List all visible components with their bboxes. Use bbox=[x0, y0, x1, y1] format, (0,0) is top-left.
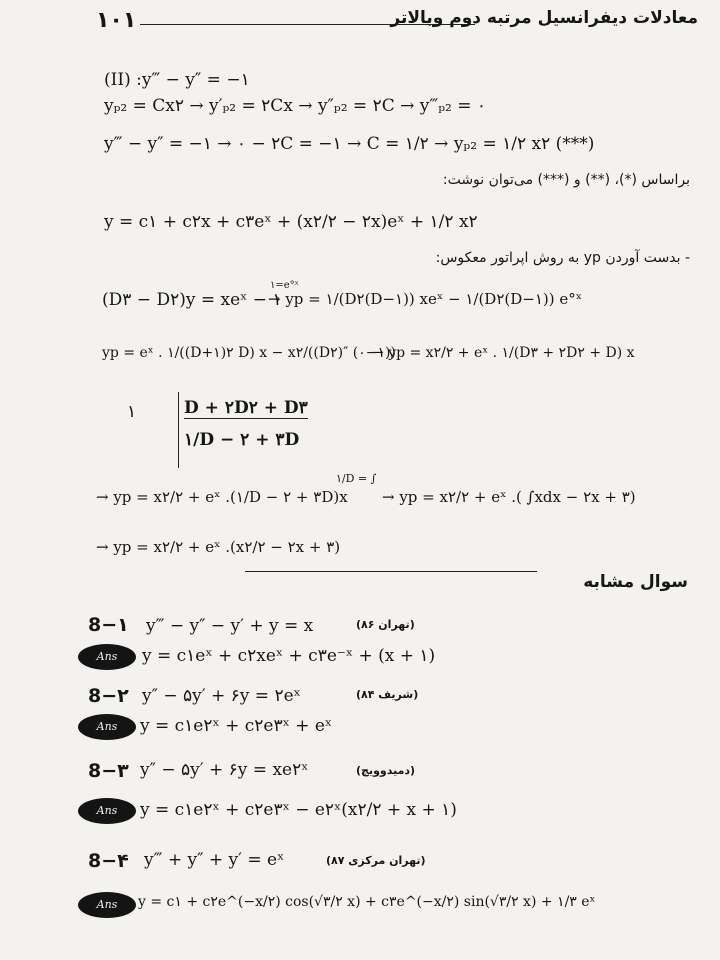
question-number: 8−۲ bbox=[88, 685, 129, 707]
eq-yp-step-4: → yp = x۲/۲ + eˣ .( ∫xdx − ۲x + ۳) bbox=[382, 488, 636, 506]
answer-badge: Ans bbox=[78, 714, 136, 740]
question-source: (شریف ۸۴) bbox=[356, 688, 419, 701]
eq-yp-step-2: → yp = x۲/۲ + eˣ . ۱/(D۳ + ۲D۲ + D) x bbox=[372, 345, 635, 361]
result-underline bbox=[245, 571, 537, 572]
eq-line-1: (II) :y‴ − y″ = −۱ bbox=[104, 70, 250, 90]
persian-note-2: - بدست آوردن yp به روش اپراتور معکوس: bbox=[435, 250, 690, 266]
persian-note-1: براساس (*)، (**) و (***) می‌توان نوشت: bbox=[442, 172, 690, 188]
section-title: سوال مشابه bbox=[583, 572, 688, 592]
eq-yp-final: → yp = x۲/۲ + eˣ .(x۲/۲ − ۲x + ۳) bbox=[96, 538, 341, 556]
answer-equation: y = c۱eˣ + c۲xeˣ + c۳e⁻ˣ + (x + ۱) bbox=[142, 646, 436, 666]
eq-operator-left: (D۳ − D۲)y = xeˣ − ۱ bbox=[102, 290, 282, 310]
division-bracket bbox=[178, 392, 179, 468]
answer-equation: y = c۱e۲ˣ + c۲e۳ˣ − e۲ˣ(x۲/۲ + x + ۱) bbox=[140, 800, 457, 820]
answer-badge: Ans bbox=[78, 644, 136, 670]
eq-line-2: yₚ₂ = Cx۲ → y′ₚ₂ = ۲Cx → y″ₚ₂ = ۲C → y‴ₚ₂ = ۰ bbox=[104, 96, 487, 116]
eq-yp-step-1: yp = eˣ . ۱/((D+۱)۲ D) x − x۲/((D۲)″ (۰−۱)) bbox=[102, 345, 396, 361]
arrow-label-1: ۱=e°ˣ bbox=[270, 280, 299, 291]
eq-general-solution: y = c۱ + c۲x + c۳eˣ + (x۲/۲ − ۲x)eˣ + ۱/۲ x۲ bbox=[104, 212, 478, 232]
eq-operator-right: → yp = ۱/(D۲(D−۱)) xeˣ − ۱/(D۲(D−۱)) e°ˣ bbox=[268, 290, 583, 308]
answer-badge: Ans bbox=[78, 892, 136, 918]
answer-equation: y = c۱ + c۲e^(−x/۲) cos(√۳/۲ x) + c۳e^(−x/۲) sin(√۳/۲ x) + ۱/۳ eˣ bbox=[138, 894, 596, 910]
question-equation: y‴ − y″ − y′ + y = x bbox=[146, 616, 314, 636]
chapter-title: معادلات دیفرانسیل مرتبه دوم وبالاتر bbox=[390, 8, 698, 28]
question-equation: y″ − ۵y′ + ۶y = xe۲ˣ bbox=[140, 760, 309, 780]
question-equation: y‴ + y″ + y′ = eˣ bbox=[144, 850, 285, 870]
division-divisor: D + ۲D۲ + D۳ bbox=[184, 398, 308, 418]
eq-yp-step-3: → yp = x۲/۲ + eˣ .(۱/D − ۲ + ۳D)x bbox=[96, 488, 348, 506]
question-source: (تهران ۸۶) bbox=[356, 618, 415, 631]
arrow-label-2: ۱/D = ∫ bbox=[336, 472, 377, 485]
division-quotient: ۱/D − ۲ + ۳D bbox=[184, 430, 300, 450]
question-source: (تهران مرکزی ۸۷) bbox=[326, 854, 426, 867]
page-number: ۱۰۱ bbox=[96, 8, 137, 33]
question-source: (دمیدوویچ) bbox=[356, 764, 416, 777]
question-number: 8−۳ bbox=[88, 760, 129, 782]
eq-line-3: y‴ − y″ = −۱ → ۰ − ۲C = −۱ → C = ۱/۲ → yₚ₂ = ۱/۲ x۲ (***) bbox=[104, 134, 595, 154]
answer-badge: Ans bbox=[78, 798, 136, 824]
division-dividend: ۱ bbox=[127, 402, 137, 422]
question-number: 8−۱ bbox=[88, 614, 129, 636]
question-equation: y″ − ۵y′ + ۶y = ۲eˣ bbox=[142, 686, 301, 706]
question-number: 8−۴ bbox=[88, 850, 129, 872]
answer-equation: y = c۱e۲ˣ + c۲e۳ˣ + eˣ bbox=[140, 716, 333, 736]
